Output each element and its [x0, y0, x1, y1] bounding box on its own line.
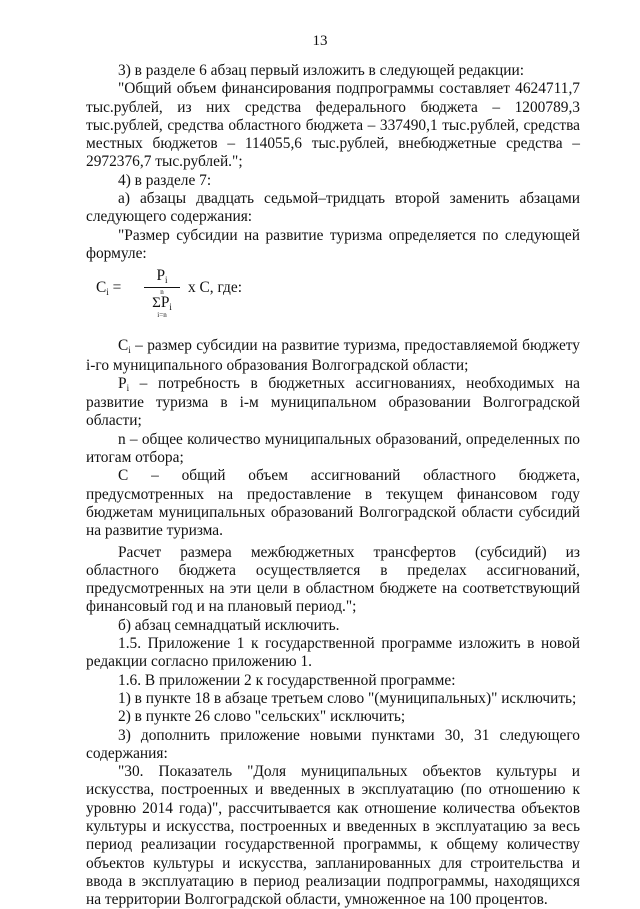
paragraph: 2) в пункте 26 слово "сельских" исключить; [118, 708, 406, 726]
paragraph: Расчет размера межбюджетных трансфертов (субсидий) из областного бюджета осуществляется в пределах ассигнований, предусмотренных на эти цели в областном бюджете на соответствующий финансовый год и на плановый период."; [86, 543, 580, 616]
paragraph: 1.5. Приложение 1 к государственной программе изложить в новой редакции согласно приложению 1. [86, 635, 580, 671]
formula-denominator: n ΣPi i=n [152, 288, 172, 320]
paragraph: б) абзац семнадцатый исключить. [118, 616, 340, 634]
formula-numerator: Pi [144, 267, 180, 287]
paragraph: 4) в разделе 7: [118, 171, 212, 189]
formula-rest: x C, где: [188, 279, 242, 297]
definition: Pi – потребность в бюджетных ассигнованиях, необходимых на развитие туризма в i-м муниципальном образовании Волгоградской области; [86, 374, 580, 430]
document-body [86, 62, 580, 909]
formula-lhs: Ci = [96, 279, 122, 298]
page-number: 13 [312, 33, 328, 49]
paragraph: 3) в разделе 6 абзац первый изложить в следующей редакции: [118, 62, 525, 79]
paragraph: 1.6. В приложении 2 к государственной программе: [118, 671, 456, 689]
paragraph: "30. Показатель "Доля муниципальных объектов культуры и искусства, построенных и введенных в эксплуатацию (по отношению к уровню 2014 года)", рассчитывается как отношение количества объектов культуры и искусства, построенных и введенных в эксплуатацию за весь период реализации государственной программы, к общему количеству объектов культуры и искусства, запланированных для строительства и ввода в эксплуатацию в период реализации подпрограммы, находящихся на территории Волгоградской области, умноженное на 100 процентов. [86, 763, 580, 909]
paragraph: а) абзацы двадцать седьмой–тридцать второй заменить абзацами следующего содержания: [86, 190, 580, 226]
definition: Ci – размер субсидии на развитие туризма, предоставляемой бюджету i-го муниципального образования Волгоградской области; [86, 337, 580, 374]
paragraph: 1) в пункте 18 в абзаце третьем слово "(муниципальных)" исключить; [118, 689, 577, 707]
definition: C – общий объем ассигнований областного бюджета, предусмотренных на предоставление в текущем финансовом году бюджетам муниципальных образований Волгоградской области субсидий на развитие туризма. [86, 467, 580, 540]
subsidy-formula [96, 267, 580, 329]
paragraph: "Общий объем финансирования подпрограммы составляет 4624711,7 тыс.рублей, из них средства федерального бюджета – 1200789,3 тыс.рублей, средства областного бюджета – 337490,1 тыс.рублей, средства местных бюджетов – 114055,6 тыс.рублей, внебюджетные средства – 2972376,7 тыс.рублей."; [86, 80, 580, 171]
paragraph: "Размер субсидии на развитие туризма определяется по следующей формуле: [86, 226, 580, 262]
definition: n – общее количество муниципальных образований, определенных по итогам отбора; [86, 430, 580, 467]
paragraph: 3) дополнить приложение новыми пунктами 30, 31 следующего содержания: [86, 726, 580, 762]
